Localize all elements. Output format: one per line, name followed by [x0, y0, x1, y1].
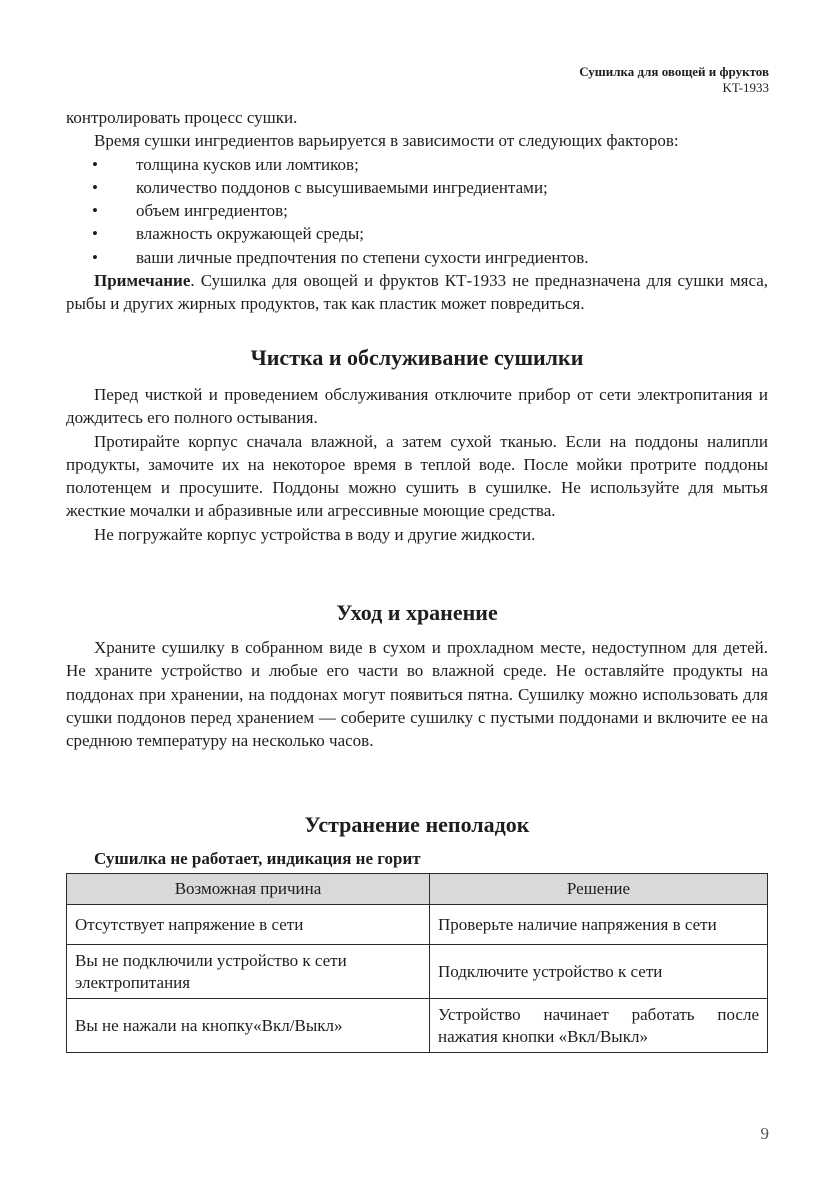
- table-header-row: [67, 874, 768, 905]
- column-header-solution: Решение: [430, 874, 768, 905]
- storage-section: [66, 636, 768, 752]
- storage-paragraph: Храните сушилку в собранном виде в сухом и прохладном месте, недоступном для детей. Не храните устройство и любые его части во влажной среде. Не оставляйте продукты на поддонах при хранении, на поддонах могут появиться пятна. Сушилку можно использовать для сушки поддонов перед хранением — соберите сушилку с пустыми поддонами и включите ее на среднюю температуру на несколько часов.: [66, 638, 768, 751]
- header-title: Сушилка для овощей и фруктов: [579, 64, 769, 79]
- cleaning-paragraph-1: Перед чисткой и проведением обслуживания отключите прибор от сети электропитания и дождитесь его полного остывания.: [66, 385, 768, 428]
- table-cell-solution: Устройство начинает работать после нажатия кнопки «Вкл/Выкл»: [430, 999, 768, 1053]
- list-item: • влажность окружающей среды;: [66, 222, 768, 245]
- running-header: [579, 64, 769, 96]
- page-number: 9: [760, 1124, 769, 1143]
- note-label: Примечание: [94, 271, 191, 291]
- troubleshooting-title: Устранение неполадок: [304, 812, 530, 837]
- bullet-icon: •: [92, 247, 98, 267]
- list-item: • ваши личные предпочтения по степени сухости ингредиентов.: [66, 246, 768, 269]
- list-item: • количество поддонов с высушиваемыми ингредиентами;: [66, 176, 768, 199]
- factors-intro: Время сушки ингредиентов варьируется в зависимости от следующих факторов:: [94, 131, 679, 151]
- table-row: [67, 905, 768, 945]
- table-row: [67, 999, 768, 1053]
- table-cell-solution: Проверьте наличие напряжения в сети: [430, 905, 768, 945]
- factors-list: [66, 153, 768, 269]
- cleaning-paragraph-2: Протирайте корпус сначала влажной, а затем сухой тканью. Если на поддоны налипли продукты, замочите их на некоторое время в теплой воде. После мойки протрите поддоны полотенцем и просушите. Поддоны можно сушить в сушилке. Не используйте для мытья жесткие мочалки и абразивные или агрессивные моющие средства.: [66, 431, 768, 521]
- table-row: [67, 945, 768, 999]
- bullet-icon: •: [92, 224, 98, 244]
- column-header-cause: Возможная причина: [67, 874, 430, 905]
- bullet-icon: •: [92, 177, 98, 197]
- table-cell-cause: Вы не нажали на кнопку«Вкл/Выкл»: [67, 999, 430, 1053]
- note-text: . Сушилка для овощей и фруктов КТ-1933 не предназначена для сушки мяса, рыбы и других жирных продуктов, так как пластик может повредиться.: [66, 271, 768, 314]
- list-item: • объем ингредиентов;: [66, 199, 768, 222]
- cleaning-section: [66, 383, 768, 546]
- bullet-icon: •: [92, 201, 98, 221]
- storage-title: Уход и хранение: [336, 600, 498, 625]
- troubleshooting-subheading: Сушилка не работает, индикация не горит: [94, 849, 421, 868]
- list-item: • толщина кусков или ломтиков;: [66, 153, 768, 176]
- note-paragraph: [66, 269, 768, 316]
- cleaning-paragraph-3: Не погружайте корпус устройства в воду и другие жидкости.: [94, 524, 536, 544]
- intro-section: [66, 106, 768, 316]
- bullet-icon: •: [92, 154, 98, 174]
- table-cell-solution: Подключите устройство к сети: [430, 945, 768, 999]
- table-cell-cause: Отсутствует напряжение в сети: [67, 905, 430, 945]
- header-model: KT-1933: [722, 80, 769, 95]
- cleaning-title: Чистка и обслуживание сушилки: [250, 345, 584, 370]
- table-cell-cause: Вы не подключили устройство к сети электропитания: [67, 945, 430, 999]
- troubleshooting-table: [66, 873, 768, 1053]
- continuation-line: контролировать процесс сушки.: [66, 108, 298, 127]
